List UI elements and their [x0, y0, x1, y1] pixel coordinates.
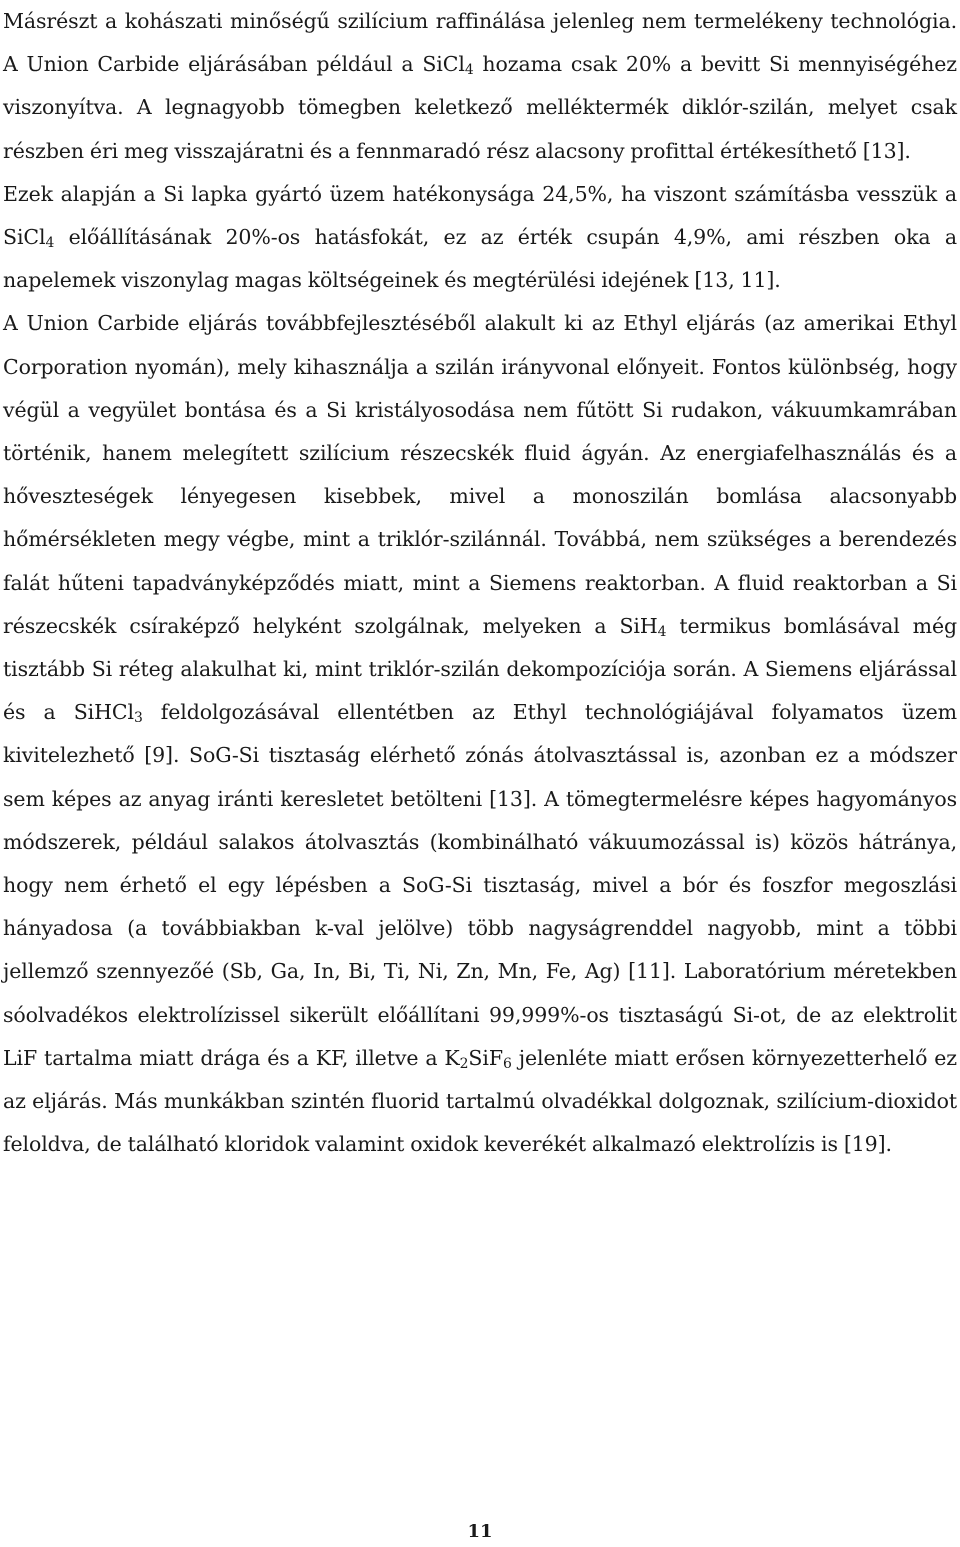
text-segment: jelenléte miatt erősen környezetterhelő ez az eljárás. Más munkákban szintén fluorid tartalmú olvadékkal dolgoznak, szilícium-dioxidot feloldva, de található kloridok valamint oxidok keverékét alkalmazó elektrolízis is [19]. — [3, 1045, 958, 1157]
text-segment: előállításának 20%-os hatásfokát, ez az érték csupán 4,9%, ami részben oka a napelemek viszonylag magas költségeinek és megtérülési idejének [13, 11]. — [3, 225, 957, 293]
subscript-text: 4 — [464, 62, 474, 79]
text-segment: SiF — [468, 1045, 503, 1070]
subscript-text: 2 — [459, 1055, 469, 1072]
text-segment: hozama csak 20% a bevitt Si mennyiségéhez viszonyítva. A legnagyobb tömegben keletkező melléktermék diklór-szilán, melyet csak részben éri meg visszajáratni és a fennmaradó rész alacsony profittal értékesíthető [13]. — [3, 52, 958, 163]
text-segment: termikus bomlásával még tisztább Si réteg alakulhat ki, mint triklór-szilán dekompozíciója során. A Siemens eljárással és a SiHCl — [3, 613, 957, 725]
paragraph-2 — [3, 173, 957, 303]
subscript-text: 4 — [45, 235, 55, 252]
document-page — [3, 0, 957, 1166]
text-segment: feldolgozásával ellentétben az Ethyl technológiájával folyamatos üzem kivitelezhető [9]. SoG-Si tisztaság elérhető zónás átolvasztással is, azonban ez a módszer sem képes az anyag iránti keresletet betölteni [13]. A tömegtermelésre képes hagyományos módszerek, például salakos átolvasztás (kombinálható vákuumozással is) közös hátránya, hogy nem érhető el egy lépésben a SoG-Si tisztaság, mivel a bór és foszfor megoszlási hányadosa (a továbbiakban k-val jelölve) több nagyságrenddel nagyobb, mint a többi jellemző szennyezőé (Sb, Ga, In, Bi, Ti, Ni, Zn, Mn, Fe, Ag) [11]. Laboratórium méretekben sóolvadékos elektrolízissel sikerült előállítani 99,999%-os tisztaságú Si-ot, de az elektrolit LiF tartalma miatt drága és a KF, illetve a K — [3, 700, 957, 1070]
text-segment: Ezek alapján a Si lapka gyártó üzem hatékonysága 24,5%, ha viszont számításba vesszük a SiCl — [3, 181, 957, 250]
page-number: 11 — [467, 1521, 493, 1542]
text-segment: A Union Carbide eljárás továbbfejlesztéséből alakult ki az Ethyl eljárás (az amerikai Ethyl Corporation nyomán), mely kihasználja a szilán irányvonal előnyeit. Fontos különbség, hogy végül a vegyület bontása és a Si kristályosodása nem fűtött Si rudakon, vákuumkamrában történik, hanem melegített szilícium részecskék fluid ágyán. Az energiafelhasználás és a hőveszteségek lényegesen kisebbek, mivel a monoszilán bomlása alacsonyabb hőmérsékleten megy végbe, mint a triklór-szilánnál. Továbbá, nem szükséges a berendezés falát hűteni tapadványképződés miatt, mint a Siemens reaktorban. A fluid reaktorban a Si részecskék csíraképző helyként szolgálnak, melyeken a SiH — [3, 311, 957, 638]
subscript-text: 4 — [657, 623, 667, 640]
subscript-text: 6 — [502, 1055, 512, 1072]
paragraph-3 — [3, 302, 957, 1166]
subscript-text: 3 — [133, 710, 143, 727]
text-segment: Másrészt a kohászati minőségű szilícium raffinálása jelenleg nem termelékeny technológia. A Union Carbide eljárásában például a SiCl — [3, 9, 957, 77]
paragraph-1 — [3, 0, 957, 173]
